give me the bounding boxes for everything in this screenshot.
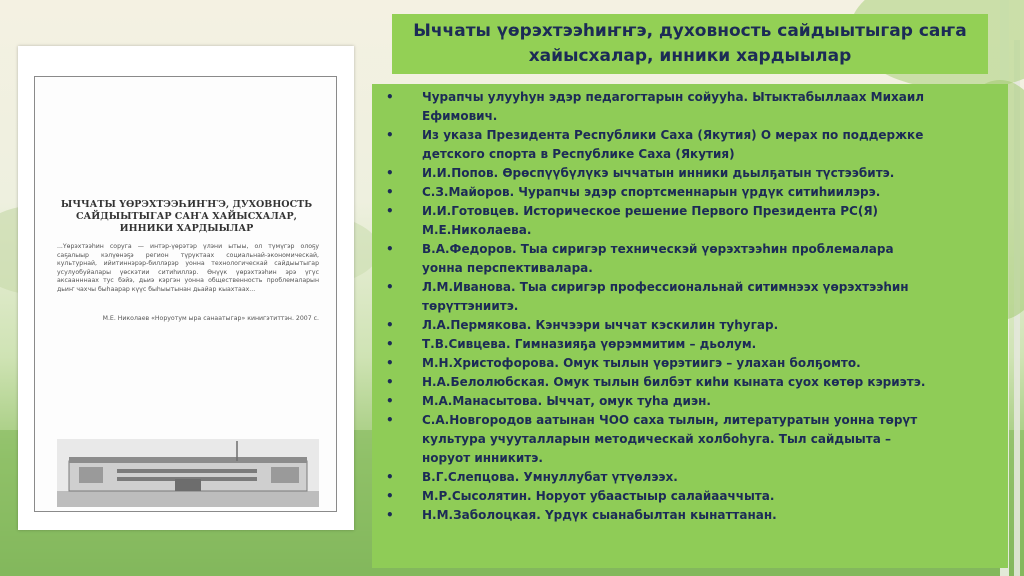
list-item-line: Ефимович. — [422, 109, 498, 123]
bullet-icon: • — [386, 242, 394, 256]
bullet-icon: • — [386, 356, 394, 370]
bullet-icon: • — [386, 413, 394, 427]
list-item — [386, 164, 994, 183]
list-item-line: Т.В.Сивцева. Гимназияҕа үөрэммитим – дьолум. — [422, 337, 757, 351]
list-item-line: М.Е.Николаева. — [422, 223, 532, 237]
document-heading-line: ЫЧЧАТЫ ҮӨРЭХТЭЭҺИҤҤЭ, ДУХОВНОСТЬ — [60, 199, 313, 210]
contents-list — [386, 88, 994, 525]
list-item-line: И.И.Попов. Өрөспүүбүлүкэ ыччатын инники дьылҕатын түстээбитэ. — [422, 166, 895, 180]
list-item — [386, 202, 994, 240]
list-item-line: Л.М.Иванова. Тыа сиригэр профессиональнай ситимнээх үөрэхтээһин — [422, 280, 909, 294]
list-item-line: төрүттэниитэ. — [422, 299, 519, 313]
list-item-line: Из указа Президента Республики Саха (Якутия) О мерах по поддержке — [422, 128, 924, 142]
bullet-icon: • — [386, 470, 394, 484]
list-item-line: С.А.Новгородов аатынан ЧОО саха тылын, литературатын уонна төрүт — [422, 413, 918, 427]
list-item — [386, 88, 994, 126]
list-item-line: М.А.Манасытова. Ыччат, омук туһа диэн. — [422, 394, 711, 408]
bullet-icon: • — [386, 394, 394, 408]
slide-title-line: Ыччаты үөрэхтээһиҥҥэ, духовность сайдыытыгар саҥа — [413, 21, 967, 41]
bullet-icon: • — [386, 337, 394, 351]
bullet-icon: • — [386, 489, 394, 503]
contents-panel — [372, 84, 1008, 568]
list-item-line: Л.А.Пермякова. Кэнчээри ыччат кэскилин туһугар. — [422, 318, 779, 332]
bullet-icon: • — [386, 185, 394, 199]
bullet-icon: • — [386, 90, 394, 104]
list-item — [386, 373, 994, 392]
list-item-line: Н.А.Белолюбская. Омук тылын билбэт киһи кыната суох көтөр кэриэтэ. — [422, 375, 926, 389]
list-item — [386, 468, 994, 487]
document-quote: ...Үөрэхтээһин соруга — интэр-үөрэтэр үлэни ытыы, ол түмүгэр олоҕу саҕалыыр кэлүөнэҕэ регион түрүктаах социальнай-экономическай, культурнай, ийитиннэрэр-биллэрэр уонна технологическай сайдыытыгар усулуобуйалары үөскэтии ситиһиллэр. Өнүүк үөрэхтээһин эрэ үгүс аксаанннаах тус бэйэ, дьиэ кэргэн уонна общественность проблемаларын дьиҥ чахчы быһаарар күүс быһыытынан дьайар кыахтаах... — [57, 243, 319, 293]
list-item-line: уонна перспективалара. — [422, 261, 593, 275]
list-item — [386, 506, 994, 525]
document-page-card — [18, 46, 354, 530]
list-item-line: В.А.Федоров. Тыа сиригэр техническэй үөрэхтээһин проблемалара — [422, 242, 894, 256]
list-item — [386, 278, 994, 316]
list-item-line: М.Н.Христофорова. Омук тылын үөрэтиигэ – улахан болҕомто. — [422, 356, 861, 370]
list-item — [386, 335, 994, 354]
list-item-line: И.И.Готовцев. Историческое решение Первого Президента РС(Я) — [422, 204, 879, 218]
list-item-line: Н.М.Заболоцкая. Үрдүк сыанабылтан кынаттанан. — [422, 508, 777, 522]
bullet-icon: • — [386, 166, 394, 180]
document-page-frame — [34, 76, 337, 512]
slide-title-line: хайысхалар, инники хардыылар — [528, 46, 852, 66]
list-item — [386, 487, 994, 506]
bullet-icon: • — [386, 508, 394, 522]
list-item — [386, 183, 994, 202]
school-building-photo — [57, 439, 319, 507]
bullet-icon: • — [386, 128, 394, 142]
list-item-line: М.Р.Сысолятин. Норуот убаастыыр салайааччыта. — [422, 489, 775, 503]
bullet-icon: • — [386, 375, 394, 389]
list-item — [386, 316, 994, 335]
list-item — [386, 126, 994, 164]
document-heading — [45, 199, 328, 235]
document-heading-line: ИННИКИ ХАРДЫЫЛАР — [119, 223, 254, 234]
list-item-line: норуот инникитэ. — [422, 451, 543, 465]
bullet-icon: • — [386, 280, 394, 294]
list-item-line: культура учууталларын методическай холбоһуга. Тыл сайдыыта – — [422, 432, 892, 446]
list-item-line: С.З.Майоров. Чурапчы эдэр спортсменнарын үрдүк ситиһиилэрэ. — [422, 185, 881, 199]
slide-title — [392, 14, 988, 74]
list-item-line: В.Г.Слепцова. Умнуллубат үтүөлээх. — [422, 470, 678, 484]
document-heading-line: САЙДЫЫТЫГАР САҤА ХАЙЫСХАЛАР, — [76, 211, 297, 222]
bullet-icon: • — [386, 204, 394, 218]
list-item — [386, 392, 994, 411]
list-item — [386, 354, 994, 373]
list-item — [386, 411, 994, 468]
document-source: М.Е. Николаев «Норуотум ыра санаатыгар» кинигэтиттэн. 2007 с. — [102, 315, 319, 322]
list-item-line: детского спорта в Республике Саха (Якутия) — [422, 147, 735, 161]
list-item — [386, 240, 994, 278]
bullet-icon: • — [386, 318, 394, 332]
list-item-line: Чурапчы улууһун эдэр педагогтарын сойууһа. Ытыктабыллаах Михаил — [422, 90, 925, 104]
